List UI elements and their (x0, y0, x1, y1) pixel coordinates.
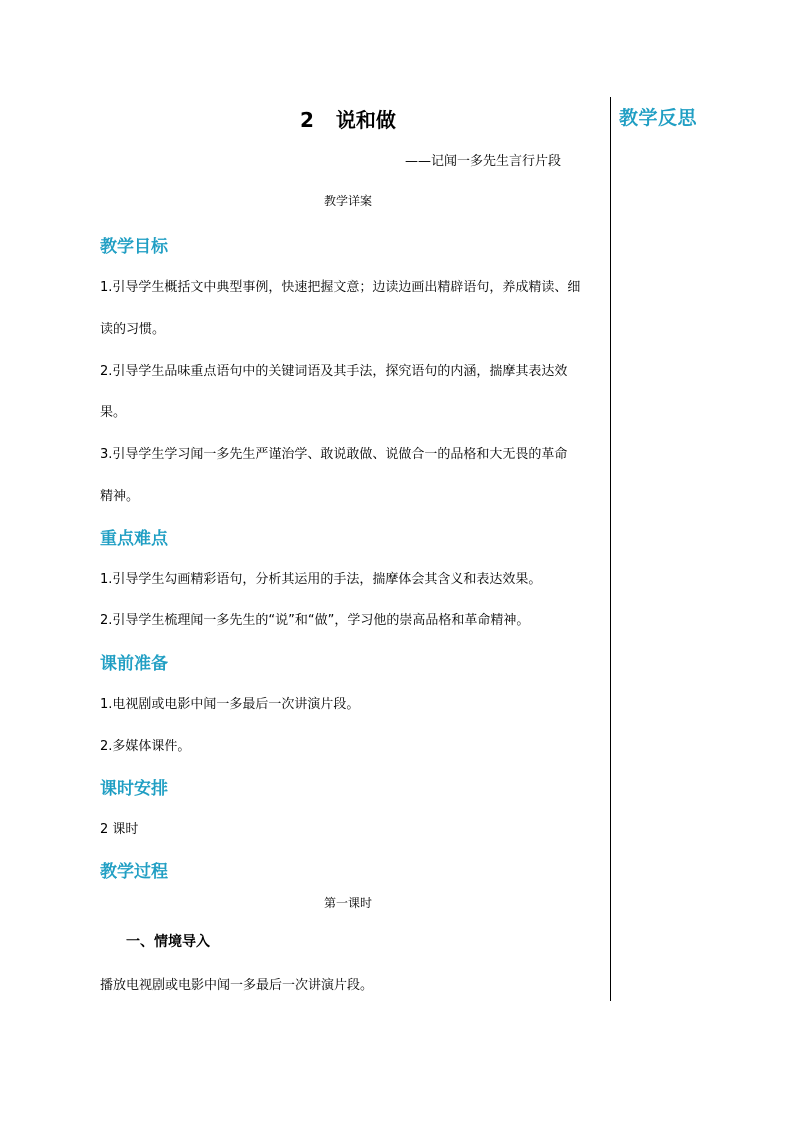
lesson-subtitle: ——记闻一多先生言行片段 (405, 154, 562, 169)
step-heading: 一、情境导入 (126, 934, 210, 950)
process-line: 播放电视剧或电影中闻一多最后一次讲演片段。 (100, 978, 374, 993)
schedule-line: 2 课时 (100, 822, 139, 837)
section-heading-preparation: 课前准备 (100, 654, 168, 674)
section-heading-process: 教学过程 (100, 862, 168, 882)
objective-line: 2.引导学生品味重点语句中的关键词语及其手法，探究语句的内涵，揣摩其表达效 (100, 364, 568, 379)
teaching-reflection-label: 教学反思 (619, 107, 698, 129)
lesson-title (300, 104, 396, 133)
section-heading-key-points: 重点难点 (100, 529, 168, 549)
column-divider (610, 97, 611, 1001)
section-heading-objectives: 教学目标 (100, 237, 168, 257)
preparation-line: 2.多媒体课件。 (100, 739, 191, 754)
key-point-line: 1.引导学生勾画精彩语句，分析其运用的手法，揣摩体会其含义和表达效果。 (100, 572, 542, 587)
objective-line: 3.引导学生学习闻一多先生严谨治学、敢说敢做、说做合一的品格和大无畏的革命 (100, 447, 568, 462)
lesson-title-text: 说和做 (335, 108, 396, 132)
key-point-line: 2.引导学生梳理闻一多先生的“说”和“做”，学习他的崇高品格和革命精神。 (100, 613, 530, 628)
objective-line: 精神。 (100, 489, 140, 504)
plan-label: 教学详案 (324, 194, 373, 208)
lesson-number: 2 (300, 108, 314, 132)
preparation-line: 1.电视剧或电影中闻一多最后一次讲演片段。 (100, 697, 360, 712)
section-heading-schedule: 课时安排 (100, 779, 168, 799)
objective-line: 读的习惯。 (100, 322, 166, 337)
period-label: 第一课时 (324, 896, 373, 910)
objective-line: 1.引导学生概括文中典型事例，快速把握文意；边读边画出精辟语句，养成精读、细 (100, 280, 581, 295)
objective-line: 果。 (100, 405, 127, 420)
